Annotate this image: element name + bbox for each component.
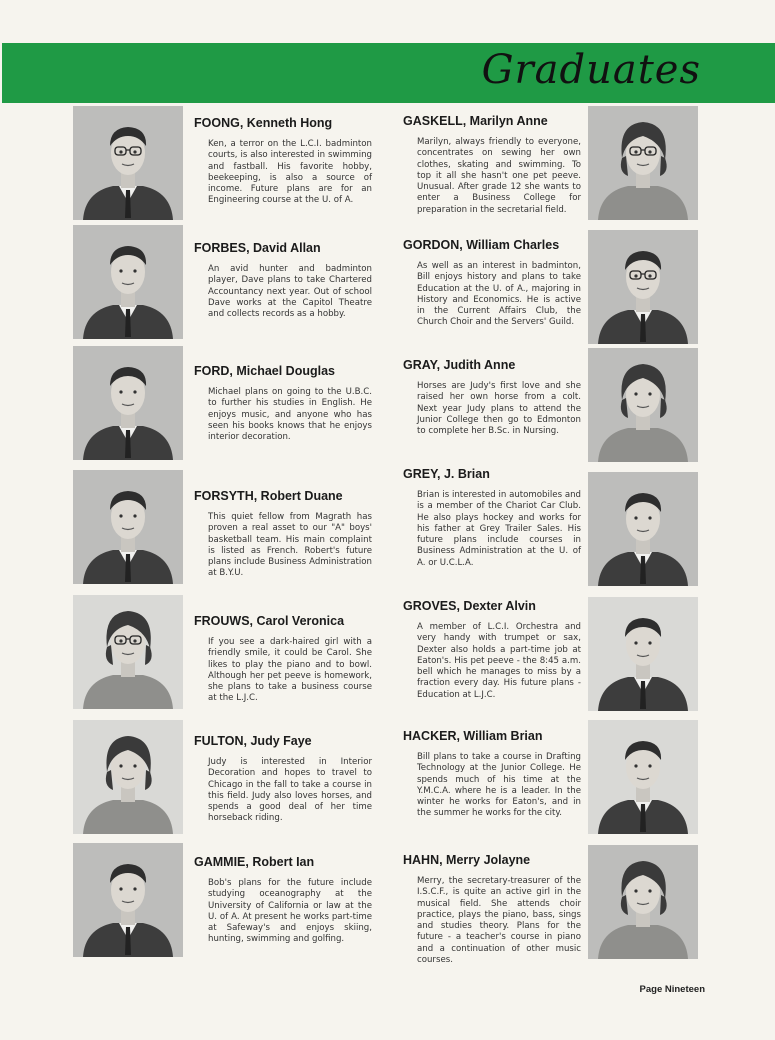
graduate-bio: This quiet fellow from Magrath has proven a real asset to our "A" boys' basketball team. His main complaint is listed as French. Robert's future plans include Business Administration at B.Y.U. bbox=[208, 512, 372, 579]
graduate-name: HAHN, Merry Jolayne bbox=[403, 853, 531, 867]
graduate-bio: Bill plans to take a course in Drafting Technology at the Junior College. He spends much of his time at the Y.M.C.A. where he is a leader. In the winter he works for Eaton's, and in the summer he works for the city. bbox=[417, 752, 581, 819]
graduate-bio: Michael plans on going to the U.B.C. to further his studies in English. He enjoys music, and anyone who has seen his books knows that he enjoys interior decoration. bbox=[208, 387, 372, 443]
graduate-name: FOONG, Kenneth Hong bbox=[194, 116, 333, 130]
graduate-bio: Horses are Judy's first love and she raised her own horse from a colt. Next year Judy plans to attend the Junior College then go to Edmonton to complete her B.Sc. in Nursing. bbox=[417, 381, 581, 437]
graduate-entry bbox=[194, 614, 372, 705]
graduate-name: GASKELL, Marilyn Anne bbox=[403, 114, 548, 128]
page-number: Page Nineteen bbox=[639, 984, 705, 995]
graduate-entry bbox=[194, 241, 372, 320]
banner-title: Graduates bbox=[481, 47, 701, 93]
graduate-entry bbox=[403, 599, 581, 701]
portrait-photo bbox=[588, 845, 698, 959]
graduate-bio: An avid hunter and badminton player, Dave plans to take Chartered Accountancy next year. Out of school Dave works at the Capitol Theatre and collects records as a hobby. bbox=[208, 264, 372, 320]
portrait-photo bbox=[588, 472, 698, 586]
section-banner bbox=[2, 43, 775, 103]
graduate-entry bbox=[194, 734, 372, 825]
graduate-name: HACKER, William Brian bbox=[403, 729, 543, 743]
graduate-name: GRAY, Judith Anne bbox=[403, 358, 516, 372]
graduate-entry bbox=[194, 364, 372, 443]
graduate-entry bbox=[403, 114, 581, 216]
graduate-bio: As well as an interest in badminton, Bill enjoys history and plans to take Education at the U. of A., majoring in History and Economics. He is active in the Current Affairs Club, the Church Choir and the Servers' Guild. bbox=[417, 261, 581, 328]
graduate-entry bbox=[403, 467, 581, 569]
graduate-name: FROUWS, Carol Veronica bbox=[194, 614, 345, 628]
graduate-name: GAMMIE, Robert Ian bbox=[194, 855, 315, 869]
portrait-photo bbox=[588, 720, 698, 834]
graduate-entry bbox=[403, 358, 581, 437]
graduate-bio: Judy is interested in Interior Decoration and hopes to travel to Chicago in the fall to take a course in this field. Judy also loves horses, and spends a good deal of her time horseback riding. bbox=[208, 757, 372, 824]
graduate-name: FORBES, David Allan bbox=[194, 241, 321, 255]
graduate-entry bbox=[403, 238, 581, 329]
graduate-bio: Brian is interested in automobiles and is a member of the Chariot Car Club. He also plays hockey and works for his father at Grey Trailer Sales. His future plans include courses in Business Administration at the U. of A. or U.C.L.A. bbox=[417, 490, 581, 568]
portrait-photo bbox=[588, 348, 698, 462]
portrait-photo bbox=[73, 106, 183, 220]
portrait-photo bbox=[73, 595, 183, 709]
graduate-name: FULTON, Judy Faye bbox=[194, 734, 312, 748]
portrait-photo bbox=[588, 106, 698, 220]
portrait-photo bbox=[73, 470, 183, 584]
graduate-name: GREY, J. Brian bbox=[403, 467, 490, 481]
portrait-photo bbox=[73, 346, 183, 460]
portrait-photo bbox=[73, 225, 183, 339]
graduate-bio: A member of L.C.I. Orchestra and very handy with trumpet or sax, Dexter also holds a part-time job at Eaton's. His pet peeve - the 8:45 a.m. bell which he manages to miss by a fraction every day. His future plans - Education at L.J.C. bbox=[417, 622, 581, 700]
portrait-photo bbox=[588, 230, 698, 344]
graduate-bio: Marilyn, always friendly to everyone, concentrates on sewing her own clothes, skating and swimming. To top it all she hasn't one pet peeve. Unusual. After grade 12 she wants to enter a Business College for preparation in the secretarial field. bbox=[417, 137, 581, 215]
portrait-photo bbox=[73, 720, 183, 834]
graduate-bio: Ken, a terror on the L.C.I. badminton courts, is also interested in swimming and fastball. His favorite hobby, beekeeping, is also a source of income. Future plans are for an Engineering course at the U. of A. bbox=[208, 139, 372, 206]
graduate-name: FORSYTH, Robert Duane bbox=[194, 489, 343, 503]
graduate-entry bbox=[194, 116, 372, 207]
graduate-entry bbox=[194, 855, 372, 946]
portrait-photo bbox=[73, 843, 183, 957]
graduate-name: FORD, Michael Douglas bbox=[194, 364, 335, 378]
graduate-bio: Merry, the secretary-treasurer of the I.S.C.F., is quite an active girl in the musical field. She attends choir practice, plays the piano, bass, sings and studies theory. Plans for the future - a teacher's course in piano and a continuation of other music courses. bbox=[417, 876, 581, 966]
graduate-name: GORDON, William Charles bbox=[403, 238, 560, 252]
graduate-entry bbox=[403, 853, 581, 966]
graduate-entry bbox=[403, 729, 581, 820]
graduate-bio: If you see a dark-haired girl with a friendly smile, it could be Carol. She likes to play the piano and to bowl. Although her pet peeve is homework, she plans to take a business course at the L.J.C. bbox=[208, 637, 372, 704]
graduate-entry bbox=[194, 489, 372, 580]
graduate-name: GROVES, Dexter Alvin bbox=[403, 599, 536, 613]
graduate-bio: Bob's plans for the future include studying oceanography at the University of California or law at the U. of A. At present he works part-time at Safeway's and enjoys skiing, hunting, swimming and golfing. bbox=[208, 878, 372, 945]
portrait-photo bbox=[588, 597, 698, 711]
